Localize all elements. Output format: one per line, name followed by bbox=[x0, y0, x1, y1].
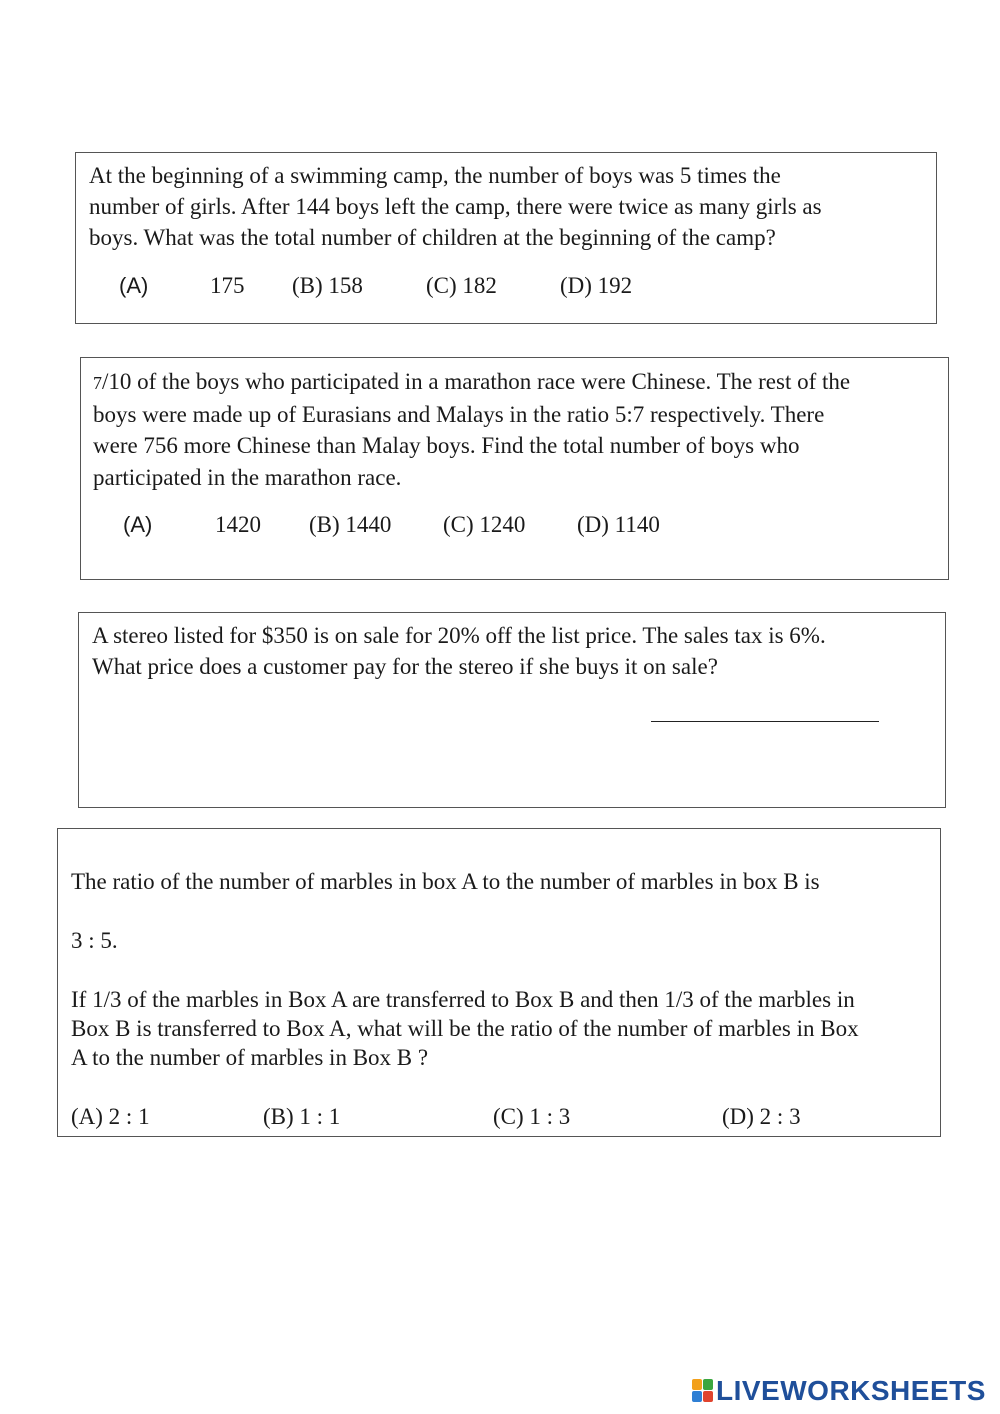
question-2-line-1 bbox=[93, 366, 850, 399]
question-2-option-b[interactable]: (B) 1440 bbox=[309, 512, 392, 537]
question-2-box bbox=[80, 357, 949, 580]
liveworksheets-logo-icon bbox=[692, 1379, 714, 1403]
question-4-option-d[interactable]: (D) 2 : 3 bbox=[722, 1104, 801, 1129]
question-2-line-2: boys were made up of Eurasians and Malays in the ratio 5:7 respectively. There bbox=[93, 402, 825, 427]
question-4-line-2: 3 : 5. bbox=[71, 928, 118, 953]
question-2-line-3: were 756 more Chinese than Malay boys. Find the total number of boys who bbox=[93, 433, 800, 458]
question-1-line-2: number of girls. After 144 boys left the camp, there were twice as many girls as bbox=[89, 194, 822, 219]
question-4-option-a[interactable]: (A) 2 : 1 bbox=[71, 1104, 150, 1129]
question-3-answer-blank[interactable] bbox=[651, 721, 879, 722]
question-2-line-1-text: /10 of the boys who participated in a marathon race were Chinese. The rest of the bbox=[102, 369, 851, 394]
question-4-option-b[interactable]: (B) 1 : 1 bbox=[263, 1104, 341, 1129]
logo-square-2 bbox=[703, 1379, 713, 1390]
question-2-option-c[interactable]: (C) 1240 bbox=[443, 512, 526, 537]
question-4-box bbox=[57, 828, 941, 1137]
logo-square-1 bbox=[692, 1379, 702, 1390]
logo-square-3 bbox=[692, 1391, 702, 1402]
question-3-box bbox=[78, 612, 946, 808]
question-1-option-a-label[interactable]: (A) bbox=[119, 273, 149, 298]
liveworksheets-logo bbox=[692, 1376, 986, 1406]
question-1-option-a-value[interactable]: 175 bbox=[210, 273, 245, 298]
liveworksheets-logo-text: LIVEWORKSHEETS bbox=[716, 1375, 986, 1406]
question-1-option-b[interactable]: (B) 158 bbox=[292, 273, 363, 298]
question-3-line-2: What price does a customer pay for the stereo if she buys it on sale? bbox=[92, 654, 718, 679]
question-1-box bbox=[75, 152, 937, 324]
question-2-option-a-value[interactable]: 1420 bbox=[215, 512, 261, 537]
fraction-numerator: 7 bbox=[93, 373, 102, 393]
question-1-line-3: boys. What was the total number of children at the beginning of the camp? bbox=[89, 225, 776, 250]
question-1-option-d[interactable]: (D) 192 bbox=[560, 273, 633, 298]
question-1-line-1: At the beginning of a swimming camp, the number of boys was 5 times the bbox=[89, 163, 781, 188]
logo-square-4 bbox=[703, 1391, 713, 1402]
question-2-line-4: participated in the marathon race. bbox=[93, 465, 402, 490]
question-2-option-a-label[interactable]: (A) bbox=[123, 512, 153, 537]
question-2-option-d[interactable]: (D) 1140 bbox=[577, 512, 660, 537]
question-4-line-3: If 1/3 of the marbles in Box A are transferred to Box B and then 1/3 of the marbles in bbox=[71, 987, 855, 1012]
question-4-option-c[interactable]: (C) 1 : 3 bbox=[493, 1104, 571, 1129]
question-4-line-5: A to the number of marbles in Box B ? bbox=[71, 1045, 429, 1070]
question-1-option-c[interactable]: (C) 182 bbox=[426, 273, 497, 298]
question-3-line-1: A stereo listed for $350 is on sale for 20% off the list price. The sales tax is 6%. bbox=[92, 623, 826, 648]
question-4-line-4: Box B is transferred to Box A, what will be the ratio of the number of marbles in Box bbox=[71, 1016, 859, 1041]
question-4-line-1: The ratio of the number of marbles in box A to the number of marbles in box B is bbox=[71, 869, 820, 894]
